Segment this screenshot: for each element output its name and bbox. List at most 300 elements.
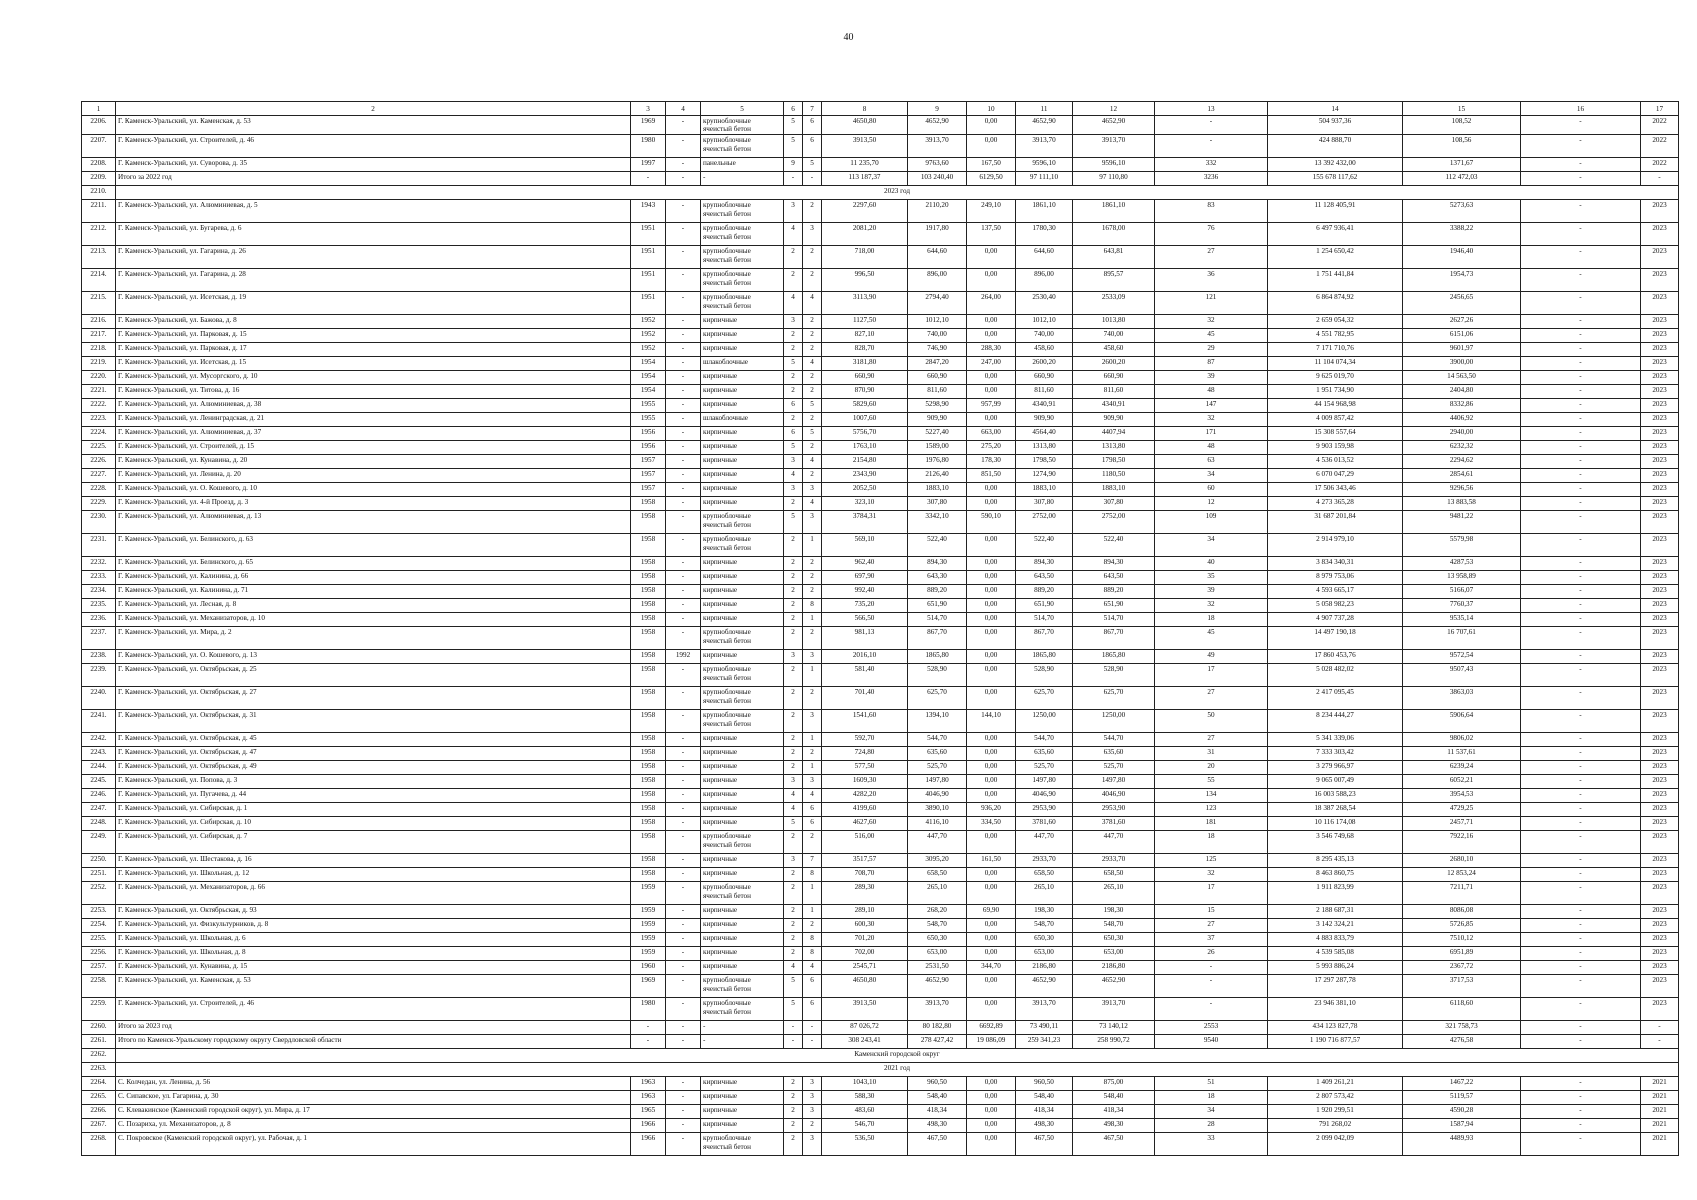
table-cell: 3913,70 [1016, 135, 1073, 158]
table-cell: 740,00 [1073, 329, 1155, 343]
table-cell: 8086,08 [1403, 905, 1521, 919]
table-cell: 957,99 [967, 399, 1016, 413]
table-cell: - [1521, 427, 1641, 441]
table-cell: 307,80 [1016, 497, 1073, 511]
table-cell: крупноблочные ячеистый бетон [701, 511, 784, 534]
table-cell: 0,00 [967, 831, 1016, 854]
table-cell: 528,90 [1073, 664, 1155, 687]
table-cell: 17 [1155, 664, 1268, 687]
table-cell: 97 110,80 [1073, 172, 1155, 186]
table-cell: кирпичные [701, 613, 784, 627]
table-cell: 1883,10 [908, 483, 967, 497]
table-cell: 103 240,40 [908, 172, 967, 186]
table-cell: 1274,90 [1016, 469, 1073, 483]
table-cell: 1 254 650,42 [1268, 246, 1403, 269]
table-cell: кирпичные [701, 1105, 784, 1119]
table-cell: 2233. [82, 571, 116, 585]
table-cell: 0,00 [967, 116, 1016, 135]
table-cell: 718,00 [822, 246, 908, 269]
table-cell: 2259. [82, 998, 116, 1021]
table-cell: крупноблочные ячеистый бетон [701, 710, 784, 733]
table-cell: 2258. [82, 975, 116, 998]
table-cell: 198,30 [1016, 905, 1073, 919]
table-cell: 458,60 [1073, 343, 1155, 357]
table-cell: 791 268,02 [1268, 1119, 1403, 1133]
table-cell: - [666, 975, 701, 998]
table-cell: Г. Каменск-Уральский, ул. Мусоргского, д. 10 [116, 371, 631, 385]
table-cell: 321 758,73 [1403, 1021, 1521, 1035]
table-cell: 2953,90 [1016, 803, 1073, 817]
table-cell: 0,00 [967, 1091, 1016, 1105]
table-cell: 2023 [1641, 599, 1679, 613]
table-cell: 1958 [631, 733, 666, 747]
table-cell: 2023 [1641, 223, 1679, 246]
column-header: 9 [908, 102, 967, 116]
table-cell: 134 [1155, 789, 1268, 803]
table-cell: 2 [784, 664, 803, 687]
table-cell: шлакоблочные [701, 413, 784, 427]
table-cell: 1958 [631, 831, 666, 854]
table-cell: 2023 [1641, 998, 1679, 1021]
table-cell: 3913,70 [1073, 135, 1155, 158]
table-cell: 2268. [82, 1133, 116, 1156]
table-cell: Г. Каменск-Уральский, ул. Пугачева, д. 44 [116, 789, 631, 803]
table-cell: - [701, 172, 784, 186]
table-cell: 249,10 [967, 200, 1016, 223]
page-number: 40 [843, 32, 854, 43]
table-cell: 5 [784, 116, 803, 135]
table-cell: 635,60 [908, 747, 967, 761]
table-cell: - [1521, 315, 1641, 329]
table-cell: 2 [784, 534, 803, 557]
table-cell: 5 341 339,06 [1268, 733, 1403, 747]
table-cell: 2 [803, 747, 822, 761]
table-cell: 548,70 [908, 919, 967, 933]
table-cell: 2752,00 [1073, 511, 1155, 534]
table-cell: 1012,10 [908, 315, 967, 329]
table-cell: - [784, 1021, 803, 1035]
table-cell: 265,10 [908, 882, 967, 905]
table-cell: крупноблочные ячеистый бетон [701, 223, 784, 246]
table-cell: - [803, 1021, 822, 1035]
table-cell: - [1521, 1091, 1641, 1105]
table-header-row [82, 102, 1679, 116]
table-cell: 2 [803, 557, 822, 571]
table-cell: 6 [803, 998, 822, 1021]
table-cell: 31 687 201,84 [1268, 511, 1403, 534]
table-cell: 2023 [1641, 664, 1679, 687]
table-cell: 6118,60 [1403, 998, 1521, 1021]
table-cell: - [666, 775, 701, 789]
table-cell: 0,00 [967, 627, 1016, 650]
table-cell: 960,50 [908, 1077, 967, 1091]
table-cell: 5726,85 [1403, 919, 1521, 933]
table-cell: - [1521, 158, 1641, 172]
table-cell: 2940,00 [1403, 427, 1521, 441]
table-cell: - [666, 483, 701, 497]
table-row [82, 534, 1679, 557]
table-cell: 625,70 [1016, 687, 1073, 710]
table-cell: 4 907 737,28 [1268, 613, 1403, 627]
table-cell: - [666, 761, 701, 775]
table-cell: 581,40 [822, 664, 908, 687]
table-cell: - [1521, 789, 1641, 803]
table-row [82, 975, 1679, 998]
table-cell: 34 [1155, 534, 1268, 557]
table-cell: 2 [784, 371, 803, 385]
table-row [82, 329, 1679, 343]
table-cell: 1958 [631, 585, 666, 599]
table-cell: Г. Каменск-Уральский, ул. Белинского, д. 63 [116, 534, 631, 557]
table-cell: 1958 [631, 511, 666, 534]
table-cell: 2457,71 [1403, 817, 1521, 831]
table-cell: 0,00 [967, 1077, 1016, 1091]
table-cell: 544,70 [1073, 733, 1155, 747]
table-cell: 2023 [1641, 933, 1679, 947]
table-cell: 55 [1155, 775, 1268, 789]
table-cell: 2052,50 [822, 483, 908, 497]
table-cell: 2261. [82, 1035, 116, 1049]
table-cell: 0,00 [967, 775, 1016, 789]
table-cell: 889,20 [1016, 585, 1073, 599]
table-cell: Г. Каменск-Уральский, ул. Титова, д. 16 [116, 385, 631, 399]
table-cell: 2021 [1641, 1077, 1679, 1091]
table-cell: 11 235,70 [822, 158, 908, 172]
table-cell: 2256. [82, 947, 116, 961]
table-cell: - [1521, 854, 1641, 868]
table-cell: 2229. [82, 497, 116, 511]
table-cell: 4652,90 [1016, 116, 1073, 135]
table-cell: кирпичные [701, 803, 784, 817]
table-cell: 9763,60 [908, 158, 967, 172]
table-cell: 2016,10 [822, 650, 908, 664]
table-cell: 181 [1155, 817, 1268, 831]
table-cell: 2212. [82, 223, 116, 246]
table-cell: 1958 [631, 789, 666, 803]
table-cell: Г. Каменск-Уральский, ул. Механизаторов, д. 10 [116, 613, 631, 627]
table-cell: 1958 [631, 599, 666, 613]
table-cell: 15 [1155, 905, 1268, 919]
table-cell: Г. Каменск-Уральский, ул. Октябрьская, д. 27 [116, 687, 631, 710]
table-cell: 2216. [82, 315, 116, 329]
table-cell: 7211,71 [1403, 882, 1521, 905]
table-cell: 2240. [82, 687, 116, 710]
table-cell: 600,30 [822, 919, 908, 933]
table-cell: - [666, 998, 701, 1021]
table-cell: 26 [1155, 947, 1268, 961]
table-cell: 5166,07 [1403, 585, 1521, 599]
table-cell: 2343,90 [822, 469, 908, 483]
table-row [82, 116, 1679, 135]
table-cell: 4590,28 [1403, 1105, 1521, 1119]
table-cell: 108,52 [1403, 116, 1521, 135]
table-cell: 566,50 [822, 613, 908, 627]
table-cell: 569,10 [822, 534, 908, 557]
table-cell: 2 [784, 571, 803, 585]
table-cell: 2214. [82, 269, 116, 292]
table-cell: 5273,63 [1403, 200, 1521, 223]
table-cell: 4 551 782,95 [1268, 329, 1403, 343]
table-cell: - [1521, 413, 1641, 427]
table-cell: 4406,92 [1403, 413, 1521, 427]
table-row [82, 455, 1679, 469]
table-cell: - [666, 246, 701, 269]
table-cell: 73 140,12 [1073, 1021, 1155, 1035]
table-cell: 1865,80 [908, 650, 967, 664]
table-cell: 51 [1155, 1077, 1268, 1091]
table-cell: 50 [1155, 710, 1268, 733]
table-cell: 2023 [1641, 269, 1679, 292]
table-cell: 1 [803, 733, 822, 747]
table-cell: 9 [784, 158, 803, 172]
table-cell: 3 [784, 315, 803, 329]
table-cell: 644,60 [908, 246, 967, 269]
table-cell: 9481,22 [1403, 511, 1521, 534]
table-cell: - [666, 905, 701, 919]
table-cell: 10 116 174,08 [1268, 817, 1403, 831]
table-cell: 8 234 444,27 [1268, 710, 1403, 733]
table-cell: 1609,30 [822, 775, 908, 789]
table-cell: - [803, 172, 822, 186]
table-cell: Г. Каменск-Уральский, ул. Бугарева, д. 6 [116, 223, 631, 246]
table-cell: 2294,62 [1403, 455, 1521, 469]
table-cell: шлакоблочные [701, 357, 784, 371]
table-cell: 851,50 [967, 469, 1016, 483]
table-cell: 137,50 [967, 223, 1016, 246]
table-cell: - [666, 627, 701, 650]
column-header: 5 [701, 102, 784, 116]
table-cell: Г. Каменск-Уральский, ул. Октябрьская, д. 25 [116, 664, 631, 687]
table-cell: 0,00 [967, 599, 1016, 613]
table-cell: 2243. [82, 747, 116, 761]
table-cell: - [666, 1119, 701, 1133]
table-cell: 4 [784, 961, 803, 975]
table-cell: 458,60 [1016, 343, 1073, 357]
table-cell: - [1521, 868, 1641, 882]
table-cell: 1012,10 [1016, 315, 1073, 329]
table-cell: 35 [1155, 571, 1268, 585]
table-cell: 0,00 [967, 789, 1016, 803]
table-cell: 5 [784, 441, 803, 455]
table-cell: Г. Каменск-Уральский, ул. Алюминиевая, д. 38 [116, 399, 631, 413]
table-cell: - [1521, 1119, 1641, 1133]
table-cell: - [1521, 455, 1641, 469]
table-cell: 1861,10 [1073, 200, 1155, 223]
table-cell: 2 [803, 919, 822, 933]
table-cell: 2154,80 [822, 455, 908, 469]
table-cell: 735,20 [822, 599, 908, 613]
table-cell: 2265. [82, 1091, 116, 1105]
table-cell: 2 [784, 761, 803, 775]
table-cell: 740,00 [1016, 329, 1073, 343]
table-cell: - [1521, 1035, 1641, 1049]
table-cell: - [1521, 534, 1641, 557]
table-cell: 702,00 [822, 947, 908, 961]
table-cell: 1957 [631, 483, 666, 497]
table-cell: 265,10 [1073, 882, 1155, 905]
table-cell: 1497,80 [1073, 775, 1155, 789]
table-cell: кирпичные [701, 817, 784, 831]
table-cell: 2223. [82, 413, 116, 427]
table-cell: 467,50 [1016, 1133, 1073, 1156]
table-cell: 48 [1155, 385, 1268, 399]
table-cell: - [631, 1035, 666, 1049]
table-cell: - [666, 599, 701, 613]
table-cell: 5 [803, 427, 822, 441]
table-cell: 867,70 [908, 627, 967, 650]
table-cell: 6 [784, 399, 803, 413]
table-row [82, 933, 1679, 947]
table-cell: 113 187,37 [822, 172, 908, 186]
table-cell: кирпичные [701, 933, 784, 947]
column-header: 12 [1073, 102, 1155, 116]
table-cell: 4 [803, 292, 822, 315]
table-row [82, 315, 1679, 329]
table-row [82, 413, 1679, 427]
table-cell: 2251. [82, 868, 116, 882]
table-cell: 909,90 [1016, 413, 1073, 427]
table-cell: кирпичные [701, 854, 784, 868]
table-cell: - [666, 664, 701, 687]
table-cell: 1798,50 [1016, 455, 1073, 469]
table-cell: 870,90 [822, 385, 908, 399]
table-cell: 2 [784, 1119, 803, 1133]
table-cell: 323,10 [822, 497, 908, 511]
table-cell: 2 [803, 627, 822, 650]
table-cell: 2023 [1641, 585, 1679, 599]
table-cell: - [666, 747, 701, 761]
table-cell: 0,00 [967, 882, 1016, 905]
table-cell: 2404,80 [1403, 385, 1521, 399]
table-cell: - [1521, 200, 1641, 223]
table-cell: 167,50 [967, 158, 1016, 172]
table-cell: 155 678 117,62 [1268, 172, 1403, 186]
table-row [82, 427, 1679, 441]
table-cell: 0,00 [967, 1133, 1016, 1156]
table-cell: 867,70 [1073, 627, 1155, 650]
table-cell: 37 [1155, 933, 1268, 947]
table-cell: 2 659 054,32 [1268, 315, 1403, 329]
table-row [82, 803, 1679, 817]
table-cell: 109 [1155, 511, 1268, 534]
table-cell: 2023 [1641, 329, 1679, 343]
table-cell: 97 111,10 [1016, 172, 1073, 186]
table-cell: 2250. [82, 854, 116, 868]
table-cell: крупноблочные ячеистый бетон [701, 292, 784, 315]
table-cell: 39 [1155, 585, 1268, 599]
table-cell: 2236. [82, 613, 116, 627]
table-cell: - [1521, 627, 1641, 650]
table-cell: 344,70 [967, 961, 1016, 975]
table-cell: - [1521, 223, 1641, 246]
table-cell: 9 625 019,70 [1268, 371, 1403, 385]
table-cell: 4407,94 [1073, 427, 1155, 441]
table-cell: - [666, 1091, 701, 1105]
table-row [82, 399, 1679, 413]
table-cell: 2 [803, 585, 822, 599]
table-cell: 2023 [1641, 357, 1679, 371]
table-cell: 2186,80 [1073, 961, 1155, 975]
table-cell: 643,81 [1073, 246, 1155, 269]
table-cell: Г. Каменск-Уральский, ул. 4-й Проезд, д. 3 [116, 497, 631, 511]
table-cell: - [784, 172, 803, 186]
table-cell: 3 [784, 200, 803, 223]
table-cell: Г. Каменск-Уральский, ул. Исетская, д. 15 [116, 357, 631, 371]
table-row [82, 497, 1679, 511]
table-row [82, 868, 1679, 882]
table-cell: 1980 [631, 135, 666, 158]
table-cell: - [666, 172, 701, 186]
table-cell: 5906,64 [1403, 710, 1521, 733]
table-cell: 2 [784, 1133, 803, 1156]
table-cell: 0,00 [967, 747, 1016, 761]
table-cell: 1958 [631, 627, 666, 650]
table-cell: 1965 [631, 1105, 666, 1119]
table-cell: 2022 [1641, 135, 1679, 158]
table-row [82, 292, 1679, 315]
table-cell: 2023 [1641, 975, 1679, 998]
table-cell: 3 [803, 650, 822, 664]
table-cell: Г. Каменск-Уральский, ул. Октябрьская, д. 47 [116, 747, 631, 761]
table-cell: 3863,03 [1403, 687, 1521, 710]
table-cell: С. Позариха, ул. Механизаторов, д. 8 [116, 1119, 631, 1133]
table-cell: 0,00 [967, 585, 1016, 599]
table-cell: 2218. [82, 343, 116, 357]
table-cell: 1960 [631, 961, 666, 975]
table-cell: 895,57 [1073, 269, 1155, 292]
table-cell: 0,00 [967, 919, 1016, 933]
table-row [82, 557, 1679, 571]
table-cell: 8 [803, 947, 822, 961]
table-cell: 1954 [631, 385, 666, 399]
table-cell: 660,90 [1016, 371, 1073, 385]
table-cell: 2023 [1641, 789, 1679, 803]
table-cell: 3784,31 [822, 511, 908, 534]
table-cell: 8 [803, 868, 822, 882]
table-cell: - [1521, 497, 1641, 511]
table-cell: 909,90 [1073, 413, 1155, 427]
table-cell: кирпичные [701, 733, 784, 747]
table-cell: - [666, 1021, 701, 1035]
table-cell: 4116,10 [908, 817, 967, 831]
table-cell: 76 [1155, 223, 1268, 246]
table-cell: 896,00 [1016, 269, 1073, 292]
table-cell: 1980 [631, 998, 666, 1021]
table-cell: 2209. [82, 172, 116, 186]
table-cell: 4652,90 [908, 116, 967, 135]
table-cell: 936,20 [967, 803, 1016, 817]
table-cell: - [666, 135, 701, 158]
table-cell: - [1521, 905, 1641, 919]
table-row [82, 200, 1679, 223]
table-cell: - [1521, 664, 1641, 687]
table-cell: 2215. [82, 292, 116, 315]
row-number: 2262. [82, 1049, 116, 1063]
table-cell: Г. Каменск-Уральский, ул. Октябрьская, д. 49 [116, 761, 631, 775]
table-cell: 2 [803, 200, 822, 223]
table-cell: 0,00 [967, 135, 1016, 158]
table-cell: 2847,20 [908, 357, 967, 371]
table-cell: - [1521, 357, 1641, 371]
table-cell: 247,00 [967, 357, 1016, 371]
table-cell: 2 [784, 497, 803, 511]
table-cell: Г. Каменск-Уральский, ул. Калинина, д. 71 [116, 585, 631, 599]
table-cell: 9 065 007,49 [1268, 775, 1403, 789]
table-row [82, 789, 1679, 803]
table-cell: - [666, 116, 701, 135]
table-cell: 9540 [1155, 1035, 1268, 1049]
table-cell: кирпичные [701, 343, 784, 357]
